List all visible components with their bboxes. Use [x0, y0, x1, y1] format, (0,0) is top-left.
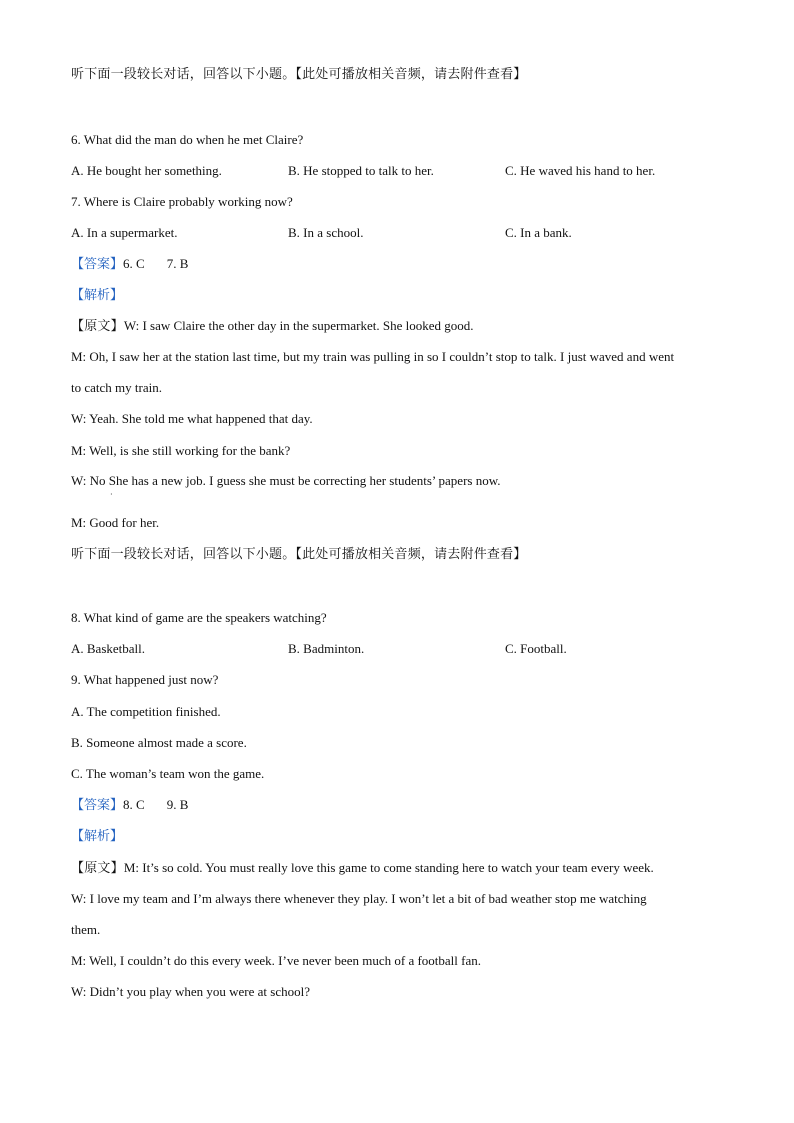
stray-dot: ·: [110, 490, 113, 499]
transcript-text: W: I saw Claire the other day in the supermarket. She looked good.: [123, 318, 474, 333]
section2-instruction: 听下面一段较长对话，回答以下小题。【此处可播放相关音频，请去附件查看】: [71, 547, 527, 562]
answer-7: 7. B: [166, 256, 189, 271]
question-9-option-a: A. The competition finished.: [71, 704, 221, 719]
transcript-2-line-5: W: Didn’t you play when you were at school?: [71, 984, 310, 999]
transcript-1-line-5: M: Well, is she still working for the bank?: [71, 443, 291, 458]
question-6: 6. What did the man do when he met Claire?: [71, 132, 304, 147]
transcript-2-line-4: M: Well, I couldn’t do this every week. I’ve never been much of a football fan.: [71, 953, 482, 968]
transcript-1-line-6: W: No She has a new job. I guess she must be correcting her students’ papers now.: [71, 473, 501, 488]
option-a: A. In a supermarket.: [71, 225, 178, 240]
transcript-2-line-2: W: I love my team and I’m always there whenever they play. I won’t let a bit of bad weather stop me watching: [71, 891, 647, 906]
question-9-option-b: B. Someone almost made a score.: [71, 735, 247, 750]
analysis-tag: 【解析】: [71, 829, 124, 844]
option-c: C. In a bank.: [505, 225, 572, 240]
option-b: B. Badminton.: [288, 641, 365, 656]
answer-6: 6. C: [123, 256, 145, 271]
analysis-tag-1: [71, 287, 123, 304]
section1-instruction: 听下面一段较长对话，回答以下小题。【此处可播放相关音频，请去附件查看】: [71, 67, 527, 82]
transcript-2-line-1: [71, 860, 654, 877]
transcript-1-line-1: [71, 318, 474, 335]
original-tag: 【原文】: [71, 861, 124, 876]
answer-tag: 【答案】: [71, 798, 124, 813]
transcript-1-line-2: M: Oh, I saw her at the station last time, but my train was pulling in so I couldn’t stop to talk. I just waved and went: [71, 349, 675, 364]
transcript-1-line-4: W: Yeah. She told me what happened that day.: [71, 411, 313, 426]
transcript-text: M: It’s so cold. You must really love this game to come standing here to watch your team every week.: [123, 860, 654, 875]
answer-line-2: [71, 797, 188, 814]
answer-line-1: [71, 256, 188, 273]
question-9: 9. What happened just now?: [71, 672, 219, 687]
option-a: A. He bought her something.: [71, 163, 222, 178]
option-b: B. In a school.: [288, 225, 364, 240]
transcript-2-line-3: them.: [71, 922, 101, 937]
original-tag: 【原文】: [71, 319, 124, 334]
answer-8: 8. C: [123, 797, 145, 812]
transcript-1-line-3: to catch my train.: [71, 380, 162, 395]
option-b: B. He stopped to talk to her.: [288, 163, 434, 178]
analysis-tag: 【解析】: [71, 288, 124, 303]
option-c: C. Football.: [505, 641, 567, 656]
question-7: 7. Where is Claire probably working now?: [71, 194, 293, 209]
option-c: C. He waved his hand to her.: [505, 163, 656, 178]
answer-tag: 【答案】: [71, 257, 124, 272]
option-a: A. Basketball.: [71, 641, 146, 656]
question-9-option-c: C. The woman’s team won the game.: [71, 766, 265, 781]
answer-9: 9. B: [166, 797, 189, 812]
question-8: 8. What kind of game are the speakers watching?: [71, 610, 327, 625]
analysis-tag-2: [71, 828, 123, 845]
transcript-1-line-7: M: Good for her.: [71, 515, 160, 530]
